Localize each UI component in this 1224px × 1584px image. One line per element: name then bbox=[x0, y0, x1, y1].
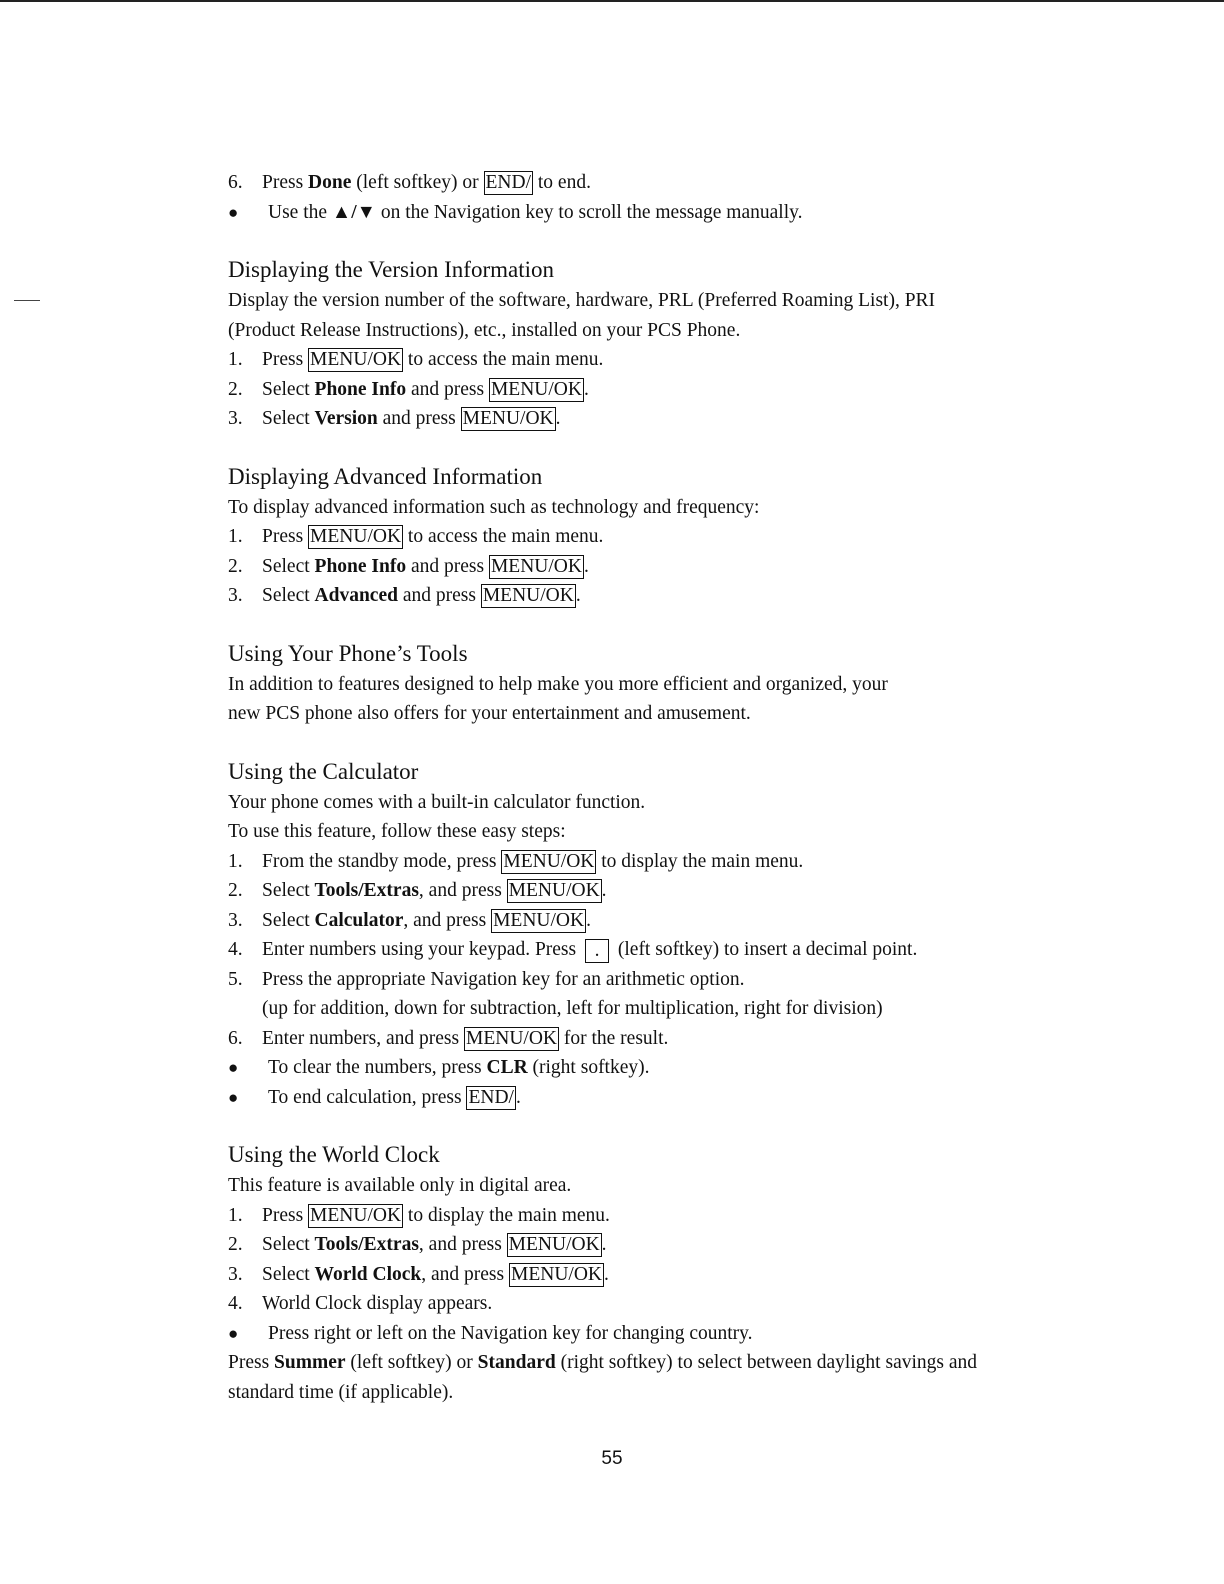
advanced-desc: To display advanced information such as technology and frequency: bbox=[228, 496, 760, 518]
worldclock-step-3: 3. Select World Clock, and press MENU/OK . bbox=[228, 1263, 609, 1285]
calculator-desc-2: To use this feature, follow these easy steps: bbox=[228, 821, 566, 842]
version-step-1: 1. Press MENU/OK to access the main menu. bbox=[228, 349, 604, 370]
calculator-step-4: 4. Enter numbers using your keypad. Press . (left softkey) to insert a decimal point. bbox=[228, 939, 918, 961]
worldclock-para-2: standard time (if applicable). bbox=[228, 1381, 454, 1403]
worldclock-heading: Using the World Clock bbox=[228, 1142, 440, 1167]
advanced-heading: Displaying Advanced Information bbox=[228, 463, 543, 489]
calculator-step-2: 2. Select Tools/Extras, and press MENU/OK . bbox=[228, 880, 607, 901]
worldclock-para-1: Press Summer (left softkey) or Standard (right softkey) to select between daylight savings and bbox=[228, 1352, 978, 1373]
menu-ok-key: MENU/OK bbox=[310, 526, 402, 547]
menu-ok-key: MENU/OK bbox=[510, 1263, 602, 1285]
menu-ok-key: MENU/OK bbox=[508, 1234, 600, 1255]
decimal-key: . bbox=[585, 939, 609, 963]
calculator-heading: Using the Calculator bbox=[228, 758, 419, 784]
version-step-2: 2. Select Phone Info and press MENU/OK . bbox=[228, 378, 589, 400]
version-desc-1: Display the version number of the software, hardware, PRL (Preferred Roaming List), PRI bbox=[228, 290, 936, 311]
calculator-step-3: 3. Select Calculator, and press MENU/OK . bbox=[228, 909, 591, 931]
end-key: END/ bbox=[485, 172, 532, 193]
menu-ok-key: MENU/OK bbox=[508, 880, 600, 901]
menu-ok-key: MENU/OK bbox=[493, 909, 585, 931]
version-desc-2: (Product Release Instructions), etc., installed on your PCS Phone. bbox=[228, 319, 741, 341]
intro-step-6: 6. Press Done (left softkey) or END/ to end. bbox=[228, 172, 591, 193]
calculator-step-6: 6. Enter numbers, and press MENU/OK for the result. bbox=[228, 1027, 669, 1049]
advanced-step-1: 1. Press MENU/OK to access the main menu. bbox=[228, 526, 604, 547]
menu-ok-key: MENU/OK bbox=[462, 408, 554, 429]
advanced-step-3: 3. Select Advanced and press MENU/OK . bbox=[228, 585, 581, 606]
menu-ok-key: MENU/OK bbox=[310, 1204, 402, 1226]
bullet-icon: ● bbox=[228, 1058, 239, 1077]
page-number: 55 bbox=[601, 1448, 623, 1469]
menu-ok-key: MENU/OK bbox=[482, 585, 574, 606]
worldclock-step-2: 2. Select Tools/Extras, and press MENU/OK . bbox=[228, 1234, 607, 1255]
worldclock-desc: This feature is available only in digital area. bbox=[228, 1175, 572, 1196]
tools-heading: Using Your Phone’s Tools bbox=[228, 640, 468, 666]
intro-bullet: ● Use the ▲/▼ on the Navigation key to scroll the message manually. bbox=[228, 198, 1048, 228]
menu-ok-key: MENU/OK bbox=[490, 555, 582, 577]
up-down-arrows-icon: ▲/▼ bbox=[331, 201, 376, 223]
calculator-step-5: 5. Press the appropriate Navigation key for an arithmetic option. bbox=[228, 968, 745, 990]
bullet-icon: ● bbox=[228, 1323, 239, 1343]
margin-mark bbox=[14, 300, 40, 301]
document-body bbox=[228, 168, 1048, 1407]
bullet-icon: ● bbox=[228, 202, 239, 222]
menu-ok-key: MENU/OK bbox=[503, 850, 595, 872]
calculator-desc-1: Your phone comes with a built-in calculator function. bbox=[228, 791, 646, 813]
top-border bbox=[0, 0, 1224, 2]
calculator-step-5-note: (up for addition, down for subtraction, left for multiplication, right for division) bbox=[262, 998, 883, 1019]
menu-ok-key: MENU/OK bbox=[466, 1027, 557, 1049]
calculator-bullet-1: ● To clear the numbers, press CLR (right softkey). bbox=[228, 1053, 1048, 1083]
version-heading: Displaying the Version Information bbox=[228, 257, 554, 282]
menu-ok-key: MENU/OK bbox=[310, 349, 402, 370]
advanced-step-2: 2. Select Phone Info and press MENU/OK . bbox=[228, 555, 589, 577]
tools-desc-1: In addition to features designed to help make you more efficient and organized, your bbox=[228, 673, 888, 695]
version-step-3: 3. Select Version and press MENU/OK . bbox=[228, 408, 561, 429]
menu-ok-key: MENU/OK bbox=[490, 378, 582, 400]
worldclock-step-1: 1. Press MENU/OK to display the main menu. bbox=[228, 1204, 610, 1226]
end-key: END/ bbox=[468, 1086, 514, 1108]
worldclock-step-4: 4. World Clock display appears. bbox=[228, 1293, 493, 1314]
calculator-step-1: 1. From the standby mode, press MENU/OK to display the main menu. bbox=[228, 850, 804, 872]
tools-desc-2: new PCS phone also offers for your entertainment and amusement. bbox=[228, 703, 751, 724]
bullet-icon: ● bbox=[228, 1087, 239, 1107]
worldclock-bullet: ● Press right or left on the Navigation key for changing country. bbox=[228, 1319, 1048, 1349]
calculator-bullet-2: ● To end calculation, press END/ . bbox=[228, 1083, 1048, 1113]
